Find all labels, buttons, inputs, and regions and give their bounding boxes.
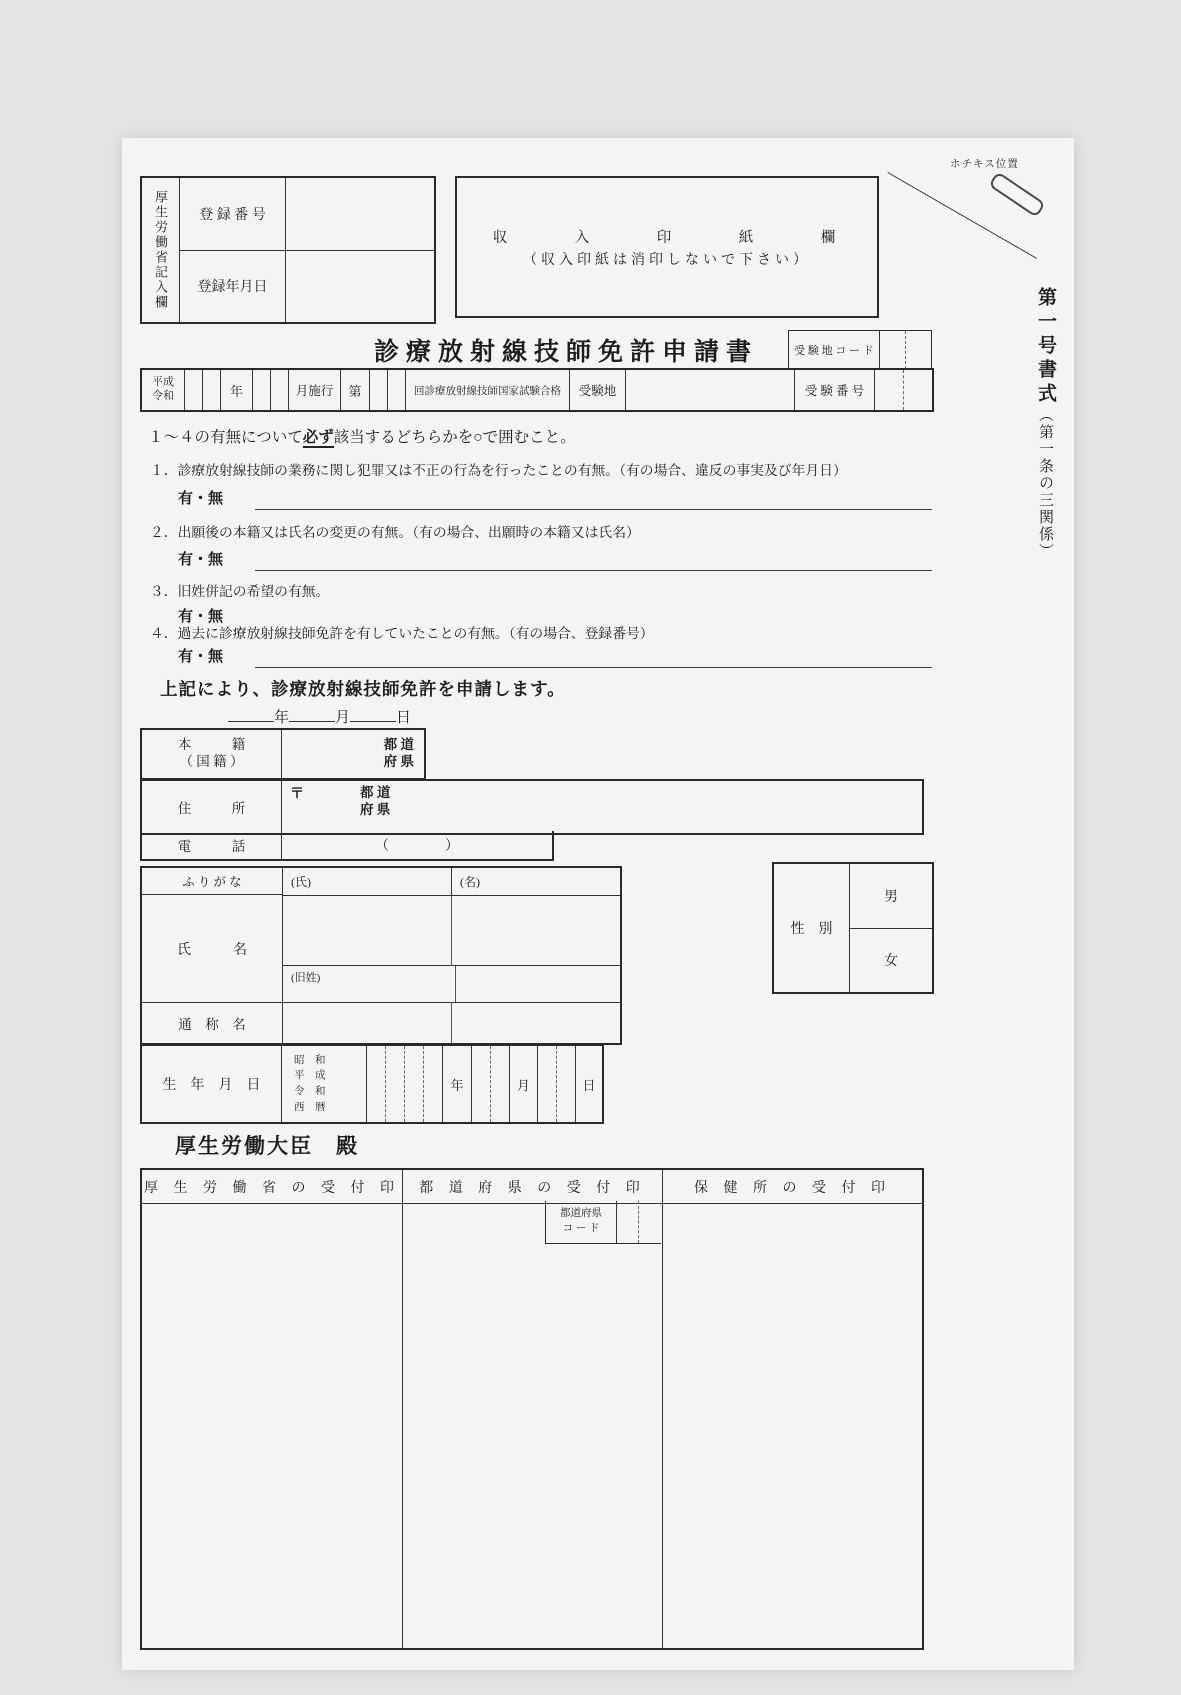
- revenue-stamp-title: 収 入 印 紙 欄: [492, 229, 842, 246]
- exam-month-digit-1[interactable]: [252, 370, 270, 410]
- era-reiwa[interactable]: 令 和: [294, 1086, 326, 1097]
- exam-pass-row: [140, 368, 934, 412]
- item-4-answer-line[interactable]: [255, 667, 932, 668]
- todofuken-label-bottom: 府 県: [383, 754, 414, 769]
- birth-month-unit: 月: [509, 1046, 537, 1122]
- exam-month-unit: 月施行: [288, 370, 340, 410]
- revenue-stamp-note: （収入印紙は消印しないで下さい）: [523, 252, 811, 268]
- staple-position-label: ホチキス位置: [950, 158, 1019, 170]
- application-date-line: [228, 706, 411, 727]
- birth-day-unit: 日: [575, 1046, 602, 1122]
- exam-place-code-cell-1[interactable]: [879, 331, 905, 369]
- maiden-name-label: (旧姓): [291, 972, 321, 984]
- birthdate-table: [140, 1044, 604, 1124]
- phone-field[interactable]: （ ）: [375, 839, 459, 854]
- form-number-caption: [1032, 287, 1059, 560]
- item-3-text: ３．旧姓併記の希望の有無。: [150, 584, 330, 599]
- sex-male-cell[interactable]: 男: [850, 864, 932, 929]
- name-mei-field[interactable]: [451, 896, 620, 965]
- date-month-unit: 月: [335, 710, 351, 726]
- prefecture-code-label-bottom: コ ー ド: [562, 1223, 600, 1234]
- intro-emphasis: 必ず: [302, 429, 334, 446]
- birth-year-digit-2[interactable]: [385, 1046, 404, 1122]
- phone-box: [140, 831, 554, 861]
- era-heisei[interactable]: 平 成: [294, 1070, 326, 1082]
- alias-field[interactable]: [283, 1003, 451, 1043]
- exam-place-code-label: 受 験 地 コ ー ド: [794, 345, 874, 357]
- health-center-receipt-stamp-area[interactable]: [662, 1204, 922, 1648]
- revenue-stamp-box[interactable]: [455, 176, 879, 318]
- ministry-side-label: 厚生労働省記入欄: [153, 190, 168, 310]
- domicile-box: [140, 728, 426, 780]
- name-sei-field[interactable]: [283, 896, 451, 965]
- address-box: [140, 779, 924, 835]
- exam-place-field[interactable]: [625, 370, 794, 410]
- date-year-unit: 年: [274, 710, 290, 726]
- era-heisei-label: 平成: [152, 376, 174, 389]
- receipt-stamp-table: [140, 1168, 924, 1650]
- date-year-field[interactable]: [228, 706, 274, 722]
- alias-label: 通 称 名: [178, 1017, 246, 1032]
- era-showa[interactable]: 昭 和: [294, 1054, 326, 1066]
- instructions-intro: [148, 425, 576, 447]
- exam-month-digit-2[interactable]: [270, 370, 288, 410]
- exam-count-digit-2[interactable]: [387, 370, 405, 410]
- prefecture-receipt-stamp-area[interactable]: [402, 1204, 662, 1648]
- maiden-name-field-2[interactable]: [455, 966, 620, 1002]
- item-4-text: ４．過去に診療放射線技師免許を有していたことの有無。（有の場合、登録番号）: [150, 626, 654, 641]
- full-name-label: 氏 名: [142, 895, 282, 1003]
- intro-post: 該当するどちらかを○で囲むこと。: [333, 429, 576, 446]
- exam-number-cell-1[interactable]: [874, 370, 903, 410]
- era-seireki[interactable]: 西 暦: [294, 1101, 326, 1113]
- health-center-receipt-header: 保 健 所 の 受 付 印: [662, 1170, 922, 1203]
- maiden-name-field[interactable]: [283, 966, 455, 1002]
- furigana-sei-cell[interactable]: [283, 868, 451, 895]
- item-1-choice[interactable]: 有・無: [178, 490, 224, 507]
- exam-count-digit-1[interactable]: [369, 370, 387, 410]
- sex-female-cell[interactable]: 女: [884, 954, 898, 970]
- date-month-field[interactable]: [289, 706, 335, 722]
- item-2-text: ２．出願後の本籍又は氏名の変更の有無。（有の場合、出願時の本籍又は氏名）: [150, 525, 640, 540]
- ministry-entry-table: [140, 176, 436, 324]
- name-table: [140, 866, 622, 1045]
- alias-field-2[interactable]: [451, 1003, 620, 1043]
- prefecture-code-box: [545, 1201, 661, 1244]
- sex-label: 性 別: [774, 864, 850, 992]
- birthdate-label: 生 年 月 日: [142, 1046, 282, 1122]
- address-todofuken: [360, 785, 390, 819]
- item-1-answer-line[interactable]: [255, 509, 932, 510]
- date-day-unit: 日: [396, 710, 412, 726]
- birth-year-digit-1[interactable]: [366, 1046, 385, 1122]
- page-title: 診療放射線技師免許申請書: [373, 339, 758, 366]
- registration-date-label: 登録年月日: [180, 251, 286, 323]
- domicile-field[interactable]: [282, 730, 424, 778]
- item-2-choice[interactable]: 有・無: [178, 551, 224, 568]
- birth-era-selector[interactable]: [282, 1046, 366, 1122]
- registration-number-field[interactable]: [286, 178, 434, 250]
- prefecture-code-cell-1[interactable]: [616, 1201, 638, 1243]
- mhlw-receipt-header: 厚 生 労 働 省 の 受 付 印: [144, 1180, 400, 1196]
- furigana-mei-cell[interactable]: [451, 868, 620, 895]
- birth-year-digit-4[interactable]: [423, 1046, 442, 1122]
- mhlw-receipt-stamp-area[interactable]: [142, 1204, 402, 1648]
- birth-month-digit-1[interactable]: [471, 1046, 490, 1122]
- nationality-label: （ 国 籍 ）: [179, 754, 244, 769]
- birth-day-digit-1[interactable]: [537, 1046, 556, 1122]
- prefecture-code-label-top: 都道府県: [560, 1208, 602, 1220]
- address-field[interactable]: [282, 781, 922, 833]
- address-todofuken-bottom: 府 県: [360, 801, 391, 817]
- minister-addressee: 厚生労働大臣 殿: [175, 1135, 359, 1158]
- exam-place-code-cell-2[interactable]: [905, 331, 931, 369]
- application-statement: 上記により、診療放射線技師免許を申請します。: [160, 679, 566, 699]
- item-3-choice[interactable]: 有・無: [178, 608, 224, 625]
- form-number-main: 第一号書式: [1035, 287, 1056, 407]
- furigana-label: ふ り が な: [142, 868, 282, 895]
- mei-label: (名): [460, 875, 480, 889]
- form-number-sub: （第一条の三関係）: [1037, 407, 1053, 560]
- exam-place-label: 受験地: [569, 370, 625, 410]
- address-label: 住 所: [142, 781, 282, 833]
- registration-date-field[interactable]: [286, 251, 434, 323]
- item-1-text: １．診療放射線技師の業務に関し犯罪又は不正の行為を行ったことの有無。（有の場合、違反の事実及び年月日）: [150, 463, 847, 478]
- exam-year-digit-1[interactable]: [184, 370, 202, 410]
- birth-year-unit: 年: [442, 1046, 471, 1122]
- postal-mark: 〒: [290, 787, 304, 802]
- phone-label: 電 話: [142, 831, 282, 859]
- address-todofuken-top: 都 道: [360, 785, 391, 800]
- registration-number-label: 登 録 番 号: [180, 178, 286, 250]
- prefecture-code-cell-2[interactable]: [638, 1201, 661, 1243]
- item-4-choice[interactable]: 有・無: [178, 648, 224, 665]
- sei-label: (氏): [291, 875, 311, 889]
- item-2-answer-line[interactable]: [255, 570, 932, 571]
- exam-dai-label: 第: [340, 370, 369, 410]
- exam-number-cell-2[interactable]: [903, 370, 932, 410]
- domicile-label: 本 籍: [177, 737, 246, 753]
- exam-year-digit-2[interactable]: [202, 370, 220, 410]
- birth-year-digit-3[interactable]: [404, 1046, 423, 1122]
- intro-pre: １～４の有無について: [148, 429, 303, 446]
- birth-month-digit-2[interactable]: [490, 1046, 509, 1122]
- sex-box: [772, 862, 934, 994]
- era-reiwa-label: 令和: [152, 390, 174, 402]
- exam-number-label: 受 験 番 号: [794, 370, 874, 410]
- exam-pass-label: 回診療放射線技師国家試験合格: [405, 370, 569, 410]
- exam-year-unit: 年: [220, 370, 252, 410]
- prefecture-receipt-header: 都 道 府 県 の 受 付 印: [402, 1170, 662, 1203]
- exam-place-code-box: [788, 330, 932, 370]
- birth-day-digit-2[interactable]: [556, 1046, 575, 1122]
- date-day-field[interactable]: [350, 706, 396, 722]
- todofuken-label-top: 都 道: [383, 737, 414, 753]
